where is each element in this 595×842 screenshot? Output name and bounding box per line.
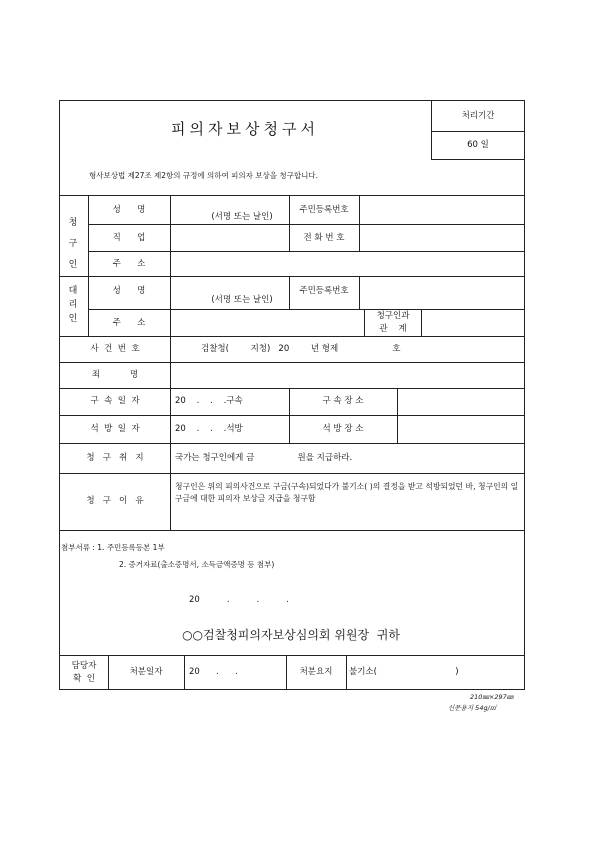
- h-line-agent-top: [59, 276, 525, 277]
- officer-label-1: 담당자: [71, 661, 97, 671]
- period-box-bottom: [431, 159, 525, 160]
- h-line-claimant-top: [59, 195, 525, 196]
- v-line-section: [88, 195, 89, 336]
- v-line-off1: [108, 655, 109, 689]
- v-line-lower-labels: [170, 336, 171, 530]
- agent-rrn-label: 주민등록번호: [299, 286, 349, 296]
- h-line-detention-top: [59, 388, 525, 389]
- v-line-off4: [346, 655, 347, 689]
- case-number-label: 사 건 번 호: [90, 344, 140, 354]
- date-line: 20 . . .: [189, 595, 289, 605]
- agent-address-label: 주 소: [112, 318, 146, 328]
- v-line-c-mid1: [289, 195, 290, 251]
- h-line-c2: [88, 251, 525, 252]
- claimant-address-label: 주 소: [112, 259, 146, 269]
- agent-relation-label-2: 관 계: [379, 324, 407, 334]
- paper-type: 신문용지 54g/㎡: [448, 704, 497, 712]
- release-date-value: 20 . . .석방: [175, 424, 243, 434]
- period-box-mid: [431, 131, 525, 132]
- charge-label: 죄 명: [91, 370, 139, 380]
- border-top: [59, 100, 525, 101]
- case-number-value: 검찰청( 지청) 20 년 형제 호: [201, 344, 401, 354]
- attachments-line-2: 2. 증거자료(출소증명서, 소득금액증명 등 첨부): [119, 560, 275, 569]
- release-date-label: 석 방 일 자: [90, 424, 140, 434]
- addressee: ○○검찰청피의자보상심의회 위원장 귀하: [182, 628, 400, 642]
- agent-section-label: 대리인: [68, 286, 78, 324]
- purpose-value: 국가는 청구인에게 금 원을 지급하라.: [175, 453, 353, 463]
- claimant-rrn-label: 주민등록번호: [299, 205, 349, 215]
- claimant-phone-label: 전 화 번 호: [303, 233, 345, 243]
- claimant-section-label: 청구인: [68, 218, 78, 270]
- h-line-case-top: [59, 336, 525, 337]
- v-line-off3: [286, 655, 287, 689]
- h-line-a1: [88, 309, 525, 310]
- v-line-place-left: [289, 388, 290, 443]
- v-line-off2: [184, 655, 185, 689]
- release-place-label: 석 방 장 소: [322, 424, 364, 434]
- agent-name-label: 성 명: [112, 286, 146, 296]
- claim-form: [59, 100, 525, 690]
- detention-place-label: 구 속 장 소: [322, 396, 364, 406]
- decision-date-value: 20 . .: [189, 667, 238, 677]
- paper-size: 210㎜×297㎜: [470, 693, 514, 701]
- border-right: [524, 100, 525, 690]
- h-line-attachments-top: [59, 530, 525, 531]
- reason-label: 청 구 이 유: [86, 496, 144, 506]
- decision-gist-value: 불기소( ): [349, 667, 459, 677]
- intro-text: 형사보상법 제27조 제2항의 규정에 의하여 피의자 보상을 청구합니다.: [89, 171, 319, 180]
- h-line-charge-top: [59, 362, 525, 363]
- detention-date-label: 구 속 일 자: [90, 396, 140, 406]
- v-line-rel-left: [364, 309, 365, 336]
- h-line-officer-top: [59, 655, 525, 656]
- processing-period-label: 처리기간: [461, 111, 495, 121]
- h-line-c1: [88, 224, 525, 225]
- h-line-reason-top: [59, 473, 525, 474]
- border-left: [59, 100, 60, 690]
- border-bottom: [59, 689, 525, 690]
- decision-date-label: 처분일자: [129, 667, 163, 677]
- claimant-name-label: 성 명: [112, 205, 146, 215]
- v-line-c-mid2: [359, 195, 360, 251]
- v-line-a-mid2: [359, 276, 360, 309]
- decision-gist-label: 처분요지: [299, 667, 333, 677]
- officer-label-2: 확 인: [73, 674, 95, 684]
- attachments-line-1: 첨부서류 : 1. 주민등록등본 1부: [61, 543, 165, 552]
- v-line-labels: [170, 195, 171, 336]
- h-line-release-top: [59, 415, 525, 416]
- claimant-sign-hint: (서명 또는 날인): [211, 212, 273, 222]
- v-line-rel-right: [421, 309, 422, 336]
- processing-period-value: 60 일: [467, 140, 489, 150]
- form-title: 피의자보상청구서: [171, 120, 319, 138]
- claimant-job-label: 직 업: [112, 233, 146, 243]
- v-line-place-right: [397, 388, 398, 443]
- agent-relation-label-1: 청구인과: [376, 311, 410, 321]
- detention-date-value: 20 . . .구속: [175, 396, 243, 406]
- v-line-a-mid1: [289, 276, 290, 309]
- reason-value: 청구인은 위의 피의사건으로 구금(구속)되었다가 불기소( )의 결정을 받고 석방되었던 바, 청구인의 일 구금에 대한 피의자 보상금 지급을 청구함: [175, 482, 519, 503]
- purpose-label: 청 구 취 지: [86, 453, 144, 463]
- h-line-purpose-top: [59, 443, 525, 444]
- period-box-left: [431, 100, 432, 159]
- agent-sign-hint: (서명 또는 날인): [211, 295, 273, 305]
